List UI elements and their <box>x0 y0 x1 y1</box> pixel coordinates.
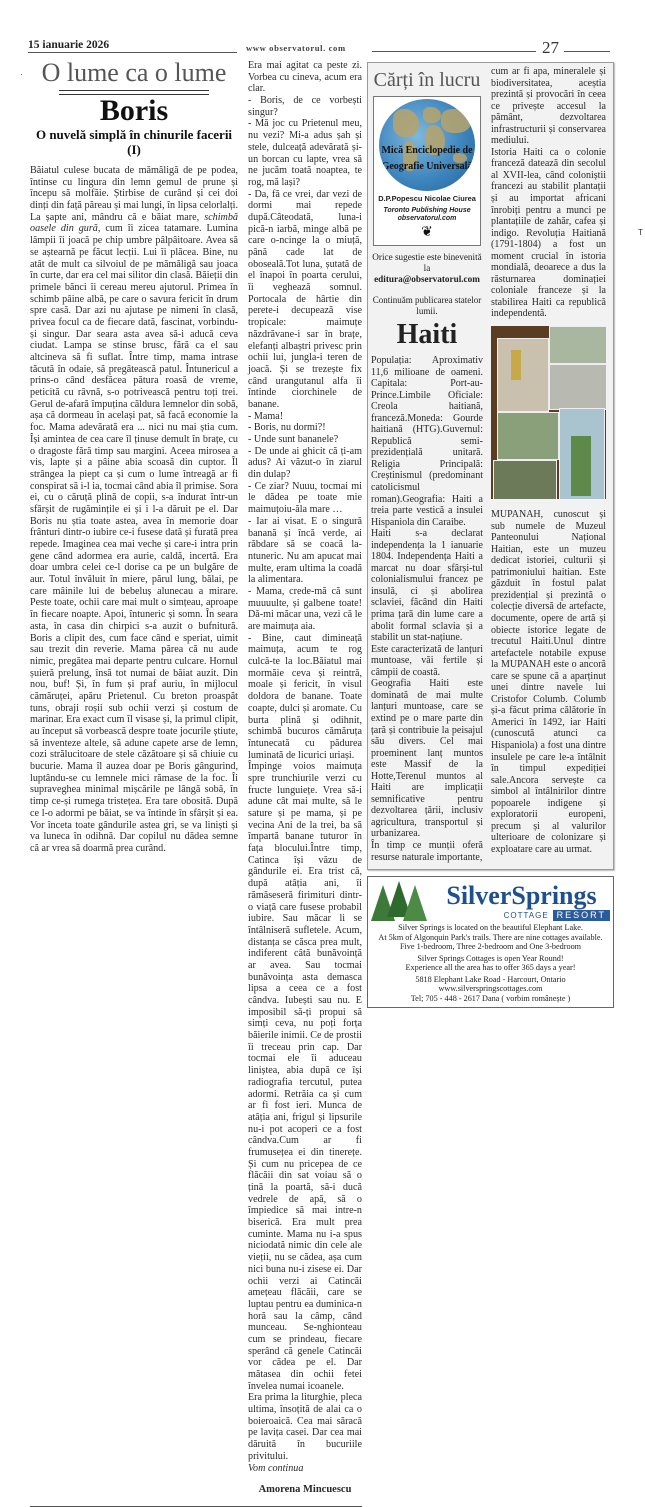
article-paragraph: - Mama, crede-mă că sunt muuuulte, și galbene toate! Dă-mi măcar una, vezi că le are maimuța aia. <box>248 585 362 632</box>
stray-mark: · <box>20 70 23 79</box>
cover-title-text: Mică Enciclopedie de <box>381 145 473 156</box>
suggestion-note <box>371 252 483 285</box>
haiti-paragraph: cum ar fi apa, mineralele și biodiversitatea, aceștia prezintă și provocări în ceea ce privește accesul la pământ, dezvoltarea infrastructurii și conservarea mediului. <box>491 66 606 147</box>
ad-line: Silver Springs Cottages is open Year Round! <box>417 953 564 963</box>
article-author: Amorena Mincuescu <box>258 1484 352 1496</box>
ad-resort-label: RESORT <box>553 910 610 921</box>
article-paragraph <box>30 165 238 855</box>
trees-graphic <box>371 879 427 921</box>
haiti-paragraph: MUPANAH, cunoscut și sub numele de Muzeul Panteonului Național Haitian, este un muzeu dedicat istoriei, culturii și patrimoniului haitian. Este găzduit în fostul palat prezidențial și prezintă o colecție diversă de artefacte, documente, opere de artă și obiecte istorice legate de trecutul Haiti.Unul dintre artefactele notabile expuse la MUPANAH este o ancoră care se spune că a aparținut unei dintre navele lui Cristofor Columb. Columb și-a făcut prima călătorie în Americi în 1492, iar Haiti (cunoscută atunci ca Hispaniola) a fost una dintre insulele pe care le-a întâlnit în timpul expediției sale.Ancora servește ca simbol al întâlnirilor dintre popoarele indigene și exploratorii europeni, precum și al valurilor ulterioare de colonizare și exploatare care au urmat. <box>491 509 606 855</box>
haiti-paragraph: Istoria Haiti ca o colonie franceză datează din secolul al XVII-lea, când coloniștii francezi au stabilit plantații și au importat africani înrobiți pentru a munci pe plantațiile de zahăr, cafea și indigo. Revoluția Haitiană (1791-1804) a fost un moment crucial în istoria mondială, deoarece a dus la răsturnarea dominației coloniale franceze și la stabilirea Haiti ca republică independentă. <box>491 146 606 320</box>
article-paragraph: - Boris, nu dormi?! <box>248 422 326 434</box>
article-column-1-wrap <box>30 58 238 855</box>
italic-phrase: schimbă oasele din gură <box>30 211 238 235</box>
article-paragraph: - Iar ai visat. E o singură banană și încă verde, ai răbdare să se coacă la-ntuneric. Nu am apucat mai multe, eram ultima la coadă la alimentara. <box>248 515 362 586</box>
sidebar-column-2 <box>491 66 606 855</box>
cover-publisher <box>374 207 480 223</box>
haiti-title-text: Haiti <box>396 319 458 350</box>
haiti-paragraph: Este caracterizată de lanțuri muntoase, văi fertile și câmpii de coastă. <box>371 643 483 678</box>
publisher-site: observatorul.com <box>397 215 457 222</box>
cover-title-text: Geografie Universală <box>381 161 473 172</box>
right-section <box>367 62 614 1008</box>
article-paragraph: - Boris, de ce vorbești singur? <box>248 95 362 118</box>
haiti-column-2-top <box>491 66 606 320</box>
header-rule-right <box>564 51 610 52</box>
cover-authors: D.P.Popescu Nicolae Ciurea <box>378 194 476 203</box>
ad-line: At 5km of Algonquin Park's trails. There are nine cottages available. <box>378 932 603 942</box>
suggestion-text: Orice sugestie este binevenită la <box>372 252 482 273</box>
article-paragraph: - Unde sunt bananele? <box>248 434 339 445</box>
ad-brand <box>433 882 610 921</box>
text-run: , cum îi zicea tatamare. Lumina lămpii îi joacă pe chip umbre pâlpâitoare. Avea să se aștearnă pe făcut lecții. Lui îi plăcea. Bine, nu atât de mult ca silvoiul de pe mămăligă sau joaca în curte, dar era cel mai silitor din clasă. Băieții din primele bănci îi cereau mereu ajutorul. Primea în schimb pâine albă, pe care o savura fericit în drum spre casă. Dar azi nu ajutase pe nimeni în clasă, privea focul ca de fiecare dată, fascinat, vorbindu-și singur. Dar seara asta avea să-i aducă ceva ciudat. Lampa se stinse brusc, fără ca el sau altcineva să fi suflat. Între timp, mama intrase tăcută în odaie, să pregătească patul. Întunericul a prins-o când desfăcea pătura roasă de vreme, peticită cu râvnă, s-o potrivească pentru toți trei. Gerul de-afară împuțina căldura lemnelor din sobă, așa că dormeau în același pat, să facă economie la foc. Mama adevărată era ... nici nu mai știa cum. Își amintea de cea care îl ținuse demult în brațe, cu o dragoste fără timp sau margini. Aceea mirosea a vis, lapte și a pâine abia scoasă din cuptor. Îl strângea la piept ca și cum o lume întreagă ar fi conspirat să i-l ia, tocmai când abia îl primise. Sora ei, cu o căruță plină de copii, s-a îndurat într-un sfârșit de rugămințile ei și i l-a dăruit pe el. Dar Boris nu știa toate astea, avea în memorie doar frânturi dintr-o iubire ce-i fusese dată și furată prea repede. Imaginea cea mai veche și care-i intra prin gene când adormea era aurie, caldă, incertă. Era doar umbra celei ce-l dorise ca pe un bulgăre de aur. Totul învăluit în miere, părul lung, bălai, pe care mâinile lui de bebeluș alunecau a mirare. Peste toate, ochii care mai mult o simțeau, aproape în fiecare noapte. Apoi, întuneric și somn. În seara asta, în casa din chirpici s-a auzit o bufnitură. Boris a clipit des, cum face când e speriat, uimit sau trezit din reverie. Mama părea că nu aude nimic, pregătea mai departe pentru culcare. Hornul șuieră prelung, însă tot numai de băiat auzit. Din nou, buf! Și, în fum și praf auriu, în mijlocul cămăruței, apăru Prietenul. Cu breton proaspăt tuns, obraji roșii sub ochii verzi și costum de marinar. Era exact cum îl visase și, la primul clipit, au început să vorbească despre toate jocurile știute, să inventeze altele, să adune capete arse de lemn, cozi strălucitoare de stele căzătoare și să chiuie cu bucurie. Mama îl auzea doar pe Boris gângurind, luptându-se cu lemnele mici rămase de la foc. Îi supraveghea minimal mișcările pe lângă sobă, în timp ce-și rumega tristețea. Era tare obosită. După ce l-o adormi pe băiat, se va întinde în sfârșit și ea. Vor înceta toate gândurile astea gri, se va liniști și va luneca în odihnă. Dar copilul nu dădea semne că ar vrea să doarmă prea curând. <box>30 223 238 854</box>
article-columns <box>30 58 362 1496</box>
haiti-postcards-photo <box>491 326 606 499</box>
sidebar-column-1 <box>371 66 483 863</box>
header-rule-left <box>28 52 237 53</box>
continued-note: Vom continua <box>248 1462 304 1474</box>
book-cover <box>373 96 481 246</box>
text-run: Băiatul culese bucata de mămăligă de pe podea, întinse cu lingura din lemn gemul de prune și începu să molfăie. Știrbise de curând și cei doi dinți din față păreau și mai lungi, în lipsa celorlalți. La șapte ani, mândru că e băiat mare, <box>30 165 238 223</box>
ad-line: Silver Springs is located on the beautiful Elephant Lake. <box>398 923 583 933</box>
article-column-1 <box>30 165 238 855</box>
ad-website-link[interactable]: www.silverspringscottages.com <box>438 984 543 994</box>
article-paragraph: Era mai agitat ca peste zi. Vorbea cu cineva, acum era clar. <box>248 60 362 95</box>
page-number: 27 <box>542 38 559 57</box>
haiti-paragraph: Geografia Haiti este dominată de mai multe lanțuri muntoase, care se extind pe o mare parte din țară și contribuie la peisajul său divers. Cel mai proeminent lanț muntos este Massif de la Hotte,Terenul muntos al Haiti are implicații semnificative pentru dezvoltarea țării, inclusiv agricultura, transportul și urbanizarea. <box>371 678 483 840</box>
ad-header <box>371 879 610 921</box>
ad-cottage-label: COTTAGE <box>503 911 549 921</box>
ad-phone: Tel; 705 - 448 - 2617 Dana ( vorbim românește ) <box>410 993 571 1003</box>
haiti-paragraph: În timp ce munții oferă resurse naturale importante, <box>371 839 483 863</box>
article-column-2 <box>248 58 362 1496</box>
ad-brand-logo: SilverSprings <box>446 881 597 911</box>
haiti-column-1 <box>371 355 483 863</box>
article-paragraph: Era prima la liturghie, pleca ultima, însoțită de alai ca o boieroaică. Cea mai săracă pe lavița casei. Dar cea mai dăruită în bucuriile privitului. <box>248 1392 362 1462</box>
haiti-sidebar-box <box>367 62 614 870</box>
site-url: www observatorul. com <box>246 43 346 53</box>
haiti-column-2-bottom <box>491 509 606 855</box>
article-subtitle-text: O nuvelă simplă în chinurile facerii (I) <box>35 127 233 157</box>
maple-leaf-icon: ❦ <box>421 225 433 240</box>
article-paragraph: - Mă joc cu Prietenul meu, nu vezi? Mi-a adus șah și stele, dulceață adevărată și-un borcan cu lapte, vrea să ne jucăm toată noaptea, te rog, mă lași? <box>248 118 362 188</box>
ad-address: 5818 Elephant Lake Road - Harcourt, Ontario <box>415 974 566 984</box>
world-globe-image <box>379 99 475 191</box>
series-note-text: Continuăm publicarea statelor lumii. <box>372 295 482 316</box>
series-title-text: O lume ca o lume <box>41 58 227 87</box>
article-paragraph: - Ce ziar? Nuuu, tocmai mi le dădea pe toate mie maimuțoiu-ăla mare … <box>248 480 362 516</box>
article-paragraph: - Mama! <box>248 410 284 422</box>
publisher-name: Toronto Publishing House <box>383 207 471 214</box>
books-title-text: Cărți în lucru <box>373 69 481 91</box>
article-paragraph: - De unde ai ghicit că ți-am adus? Ai văzut-o în ziarul din dulap? <box>248 445 362 481</box>
ad-line: Five 1-bedroom, Three 2-bedroom and One 3-bedroom <box>399 942 582 952</box>
silver-springs-ad[interactable] <box>367 876 614 1008</box>
haiti-paragraph: Haiti s-a declarat independența la 1 ianuarie 1804. Independența Haiti a marcat nu doar sfârși-tul colonialismului francez pe insulă, ci și abolirea sclaviei, făcând din Haiti prima țară din lume care a abolit formal sclavia și a stabilit un stat-națiune. <box>371 528 483 644</box>
article-title-text: Boris <box>99 94 169 127</box>
editor-email-link[interactable]: editura@observatorul.com <box>374 274 480 284</box>
article <box>30 58 362 1507</box>
haiti-paragraph: Populația: Aproximativ 11,6 milioane de oameni. Capitala: Port-au-Prince.Limbile Oficiale: Creola haitiană, franceză.Moneda: Gourde haitiană (HTG).Guvernul: Republică semi-prezidențială unitară. Religia Principală: Creștinismul (predominant catolicismul roman).Geografia: Haiti a treia parte vestică a insulei Hispaniola din Caraibe. <box>371 355 483 528</box>
article-paragraph: Împinge voios maimuța spre trunchiurile verzi cu fructe lunguiețe. Vrea să-i adune cât mai multe, să le sature și pe mama, și pe vecina Ani de la trei, ba să împartă banane tuturor în fața blocului.Între timp, Catinca își văzu de gândurile ei. Era trist că, după atâția ani, îi rămăseseră firimituri dintr-o viață care fusese probabil iubire. Sau măcar li se întâlniseră sufletele. Acum, distanța se căsca prea mult, indiferent câtă bunăvoință ar avea. Sau tocmai bunăvoința asta demasca lipsa a ceea ce a fost cândva. Iubești sau nu. E imposibil să-ți propui să simți ceva, nu poți forța băierile inimii. Ce de prostii îi treceau prin cap. Dar tocmai ele îi aduceau liniștea, abia după ce își radiografia tercutul, putea adormi. Retrăia ca și cum ar fi fost ieri. Munca de atâția ani, frigul și lipsurile nu-i pot acoperi ce a fost cândva.Cum ar fi frumusețea ei din tinerețe. Și cum nu pricepea de ce flăcăii din sat voiau să o țină la poartă, să-i ducă vedrele de apă, să o împiedice să mai intre-n biserică. Era mult prea cuminte. Mama nu i-a spus niciodată nimic din cele ale vieții, nu se cădea, așa cum nici buna nu-i zisese ei. Dar ochii verzi ai Catincăi amețeau flăcăii, care se luptau pentru ea duminica-n horă sau la câmp, când munceau. Se-nghionteau cum se prindeau, fiecare sperând că genele Catincăi vor cădea pe el. Dar mătasea din ochii fetei învelea numai icoanele. <box>248 761 362 1392</box>
header-rule-mid <box>372 51 536 52</box>
issue-date: 15 ianuarie 2026 <box>28 39 110 51</box>
article-paragraph: - Da, fă ce vrei, dar vezi de dormi mai repede după.Câteodată, luna-i pică-n iarbă, minge albă pe care o-ncinge la o miuță, până cade lat de oboseală.Tot luna, șutată de el înapoi în poarta cerului, îi veghează somnul. Portocala de hârtie din perete-i decupează vise tropicale: maimuțe năzdrăvane-i sar în brațe, elefanți albaștri privesc prin ochii lui, jungla-i teren de joacă. Și se trezește fix când urangutanul alfa îi întinde ciorchinele de banane. <box>248 188 362 410</box>
ad-line: Experience all the area has to offer 365 days a year! <box>405 963 576 973</box>
article-paragraph: - Bine, caut dimineață maimuța, acum te rog culcă-te la loc.Băiatul mai mormăie ceva și reintră, moale și fericit, în visul doldora de banane. Toate coapte, dulci și aromate. Cu burta plină și odihnit, schimbă bucuros cămăruța întunecată cu pădurea luminată de licurici uriași. <box>248 632 362 761</box>
stray-mark: T <box>638 228 643 237</box>
